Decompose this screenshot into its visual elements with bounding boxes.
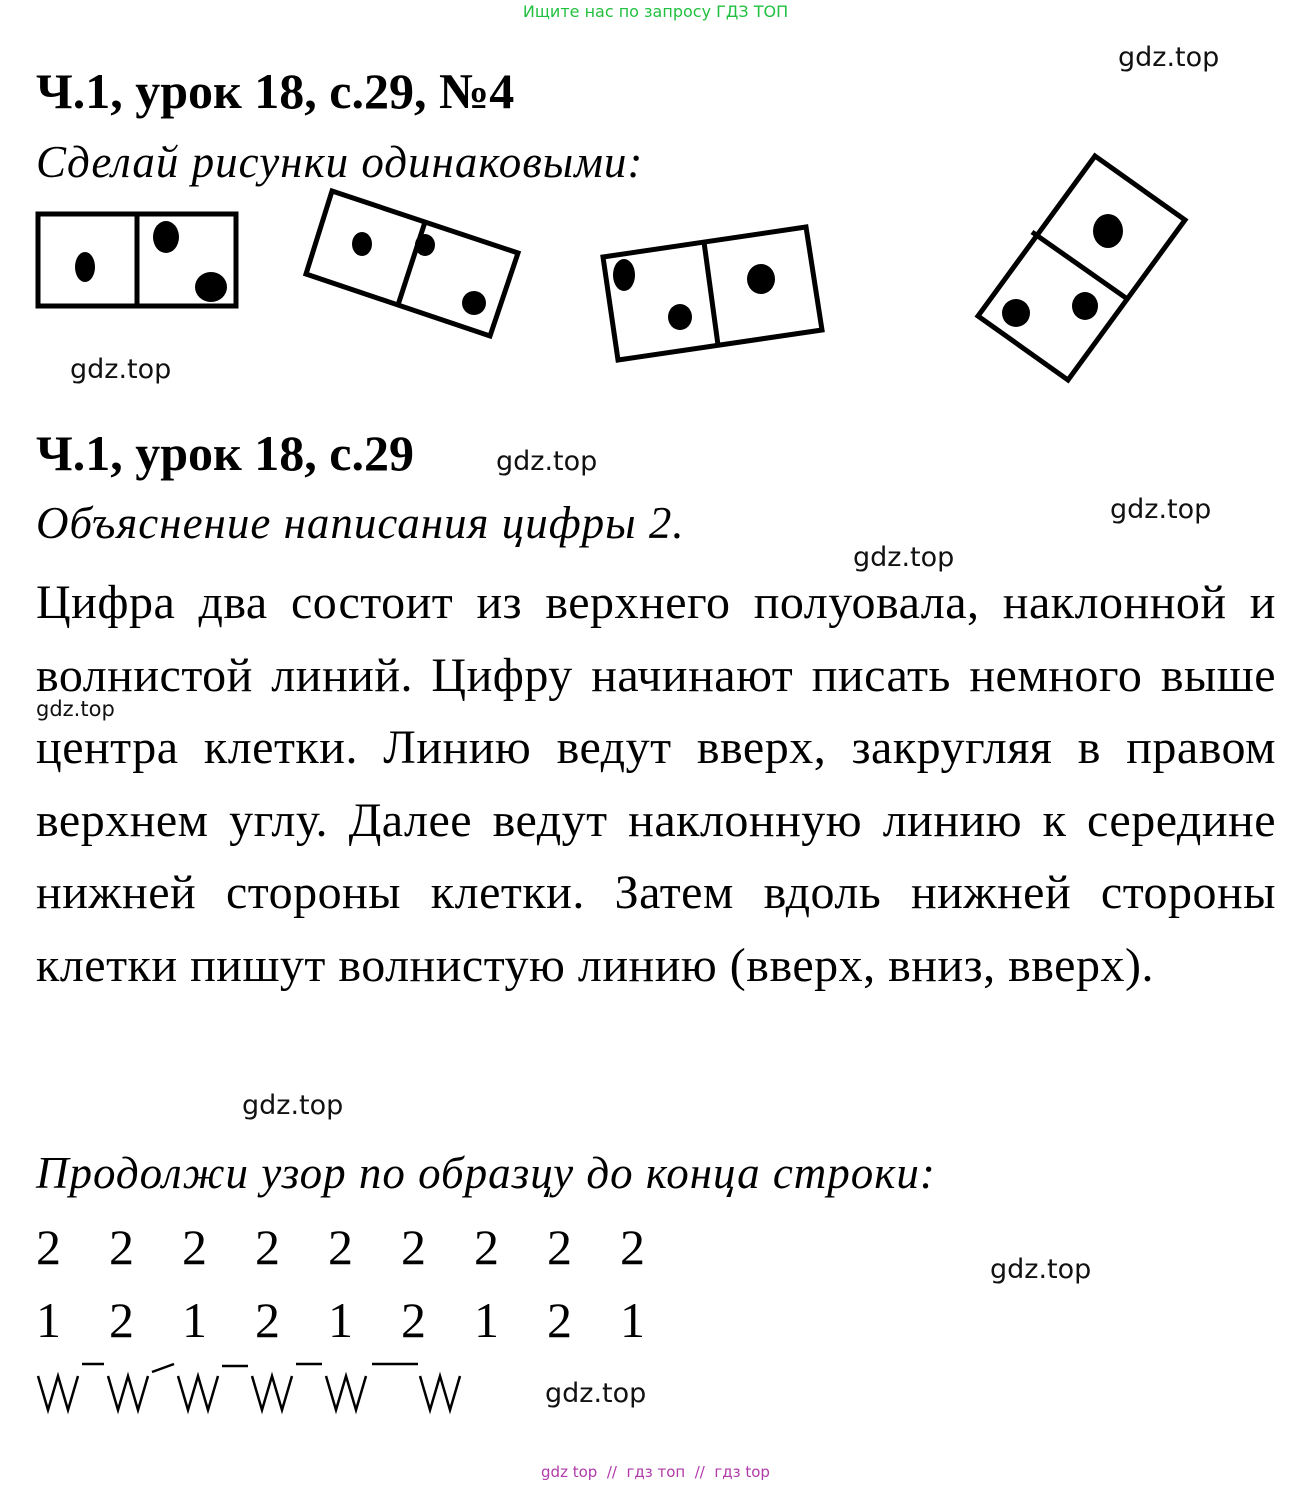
domino-2 <box>306 191 518 336</box>
domino-4 <box>978 156 1185 380</box>
domino-1-pip <box>195 272 227 302</box>
watermark: gdz.top <box>242 1090 344 1121</box>
watermark: gdz.top <box>990 1254 1092 1285</box>
domino-3-pip <box>613 259 635 291</box>
watermark: gdz.top <box>496 446 598 477</box>
domino-2-pip <box>352 232 372 256</box>
domino-1-pip <box>153 221 179 253</box>
watermark: gdz.top <box>853 542 955 573</box>
watermark: gdz.top <box>1118 42 1220 73</box>
explanation-paragraph: Цифра два состоит из верхнего полуовала, наклонной и волнистой линий. Цифру начинают писать немного выше центра клетки. Линию ведут вверх, закругляя в правом верхнем углу. Далее ведут наклонную линию к середине нижней стороны клетки. Затем вдоль нижней стороны клетки пишут волнистую линию (вверх, вниз, вверх). <box>36 576 1276 992</box>
watermark: gdz.top <box>545 1378 647 1409</box>
section2-title: Ч.1, урок 18, с.29 <box>36 425 415 481</box>
top-note: Ищите нас по запросу ГДЗ ТОП <box>522 2 789 21</box>
domino-3 <box>603 227 822 360</box>
section2-subtitle: Объяснение написания цифры 2. <box>36 498 685 548</box>
domino-4-pip <box>1002 299 1030 327</box>
domino-2-pip <box>415 234 435 256</box>
section1-task: Сделай рисунки одинаковыми: <box>36 137 644 187</box>
watermark: gdz.top <box>1110 494 1212 525</box>
domino-4-pip <box>1072 292 1098 320</box>
domino-3-pip <box>747 264 775 294</box>
domino-2-pip <box>462 291 486 315</box>
section1-title: Ч.1, урок 18, с.29, №4 <box>36 63 515 119</box>
digits-row-2: 1 2 1 2 1 2 1 2 1 <box>36 1292 645 1348</box>
domino-3-pip <box>668 304 692 330</box>
footer: gdz top // гдз топ // гдз top <box>541 1463 770 1481</box>
pattern-task: Продолжи узор по образцу до конца строки: <box>36 1148 936 1198</box>
digits-row-1: 2 2 2 2 2 2 2 2 2 <box>36 1219 645 1275</box>
domino-1-pip <box>75 252 95 282</box>
zigzag-pattern <box>38 1364 460 1410</box>
watermark: gdz.top <box>70 354 172 385</box>
domino-4-pip <box>1093 214 1123 248</box>
watermark: gdz.top <box>36 697 115 721</box>
